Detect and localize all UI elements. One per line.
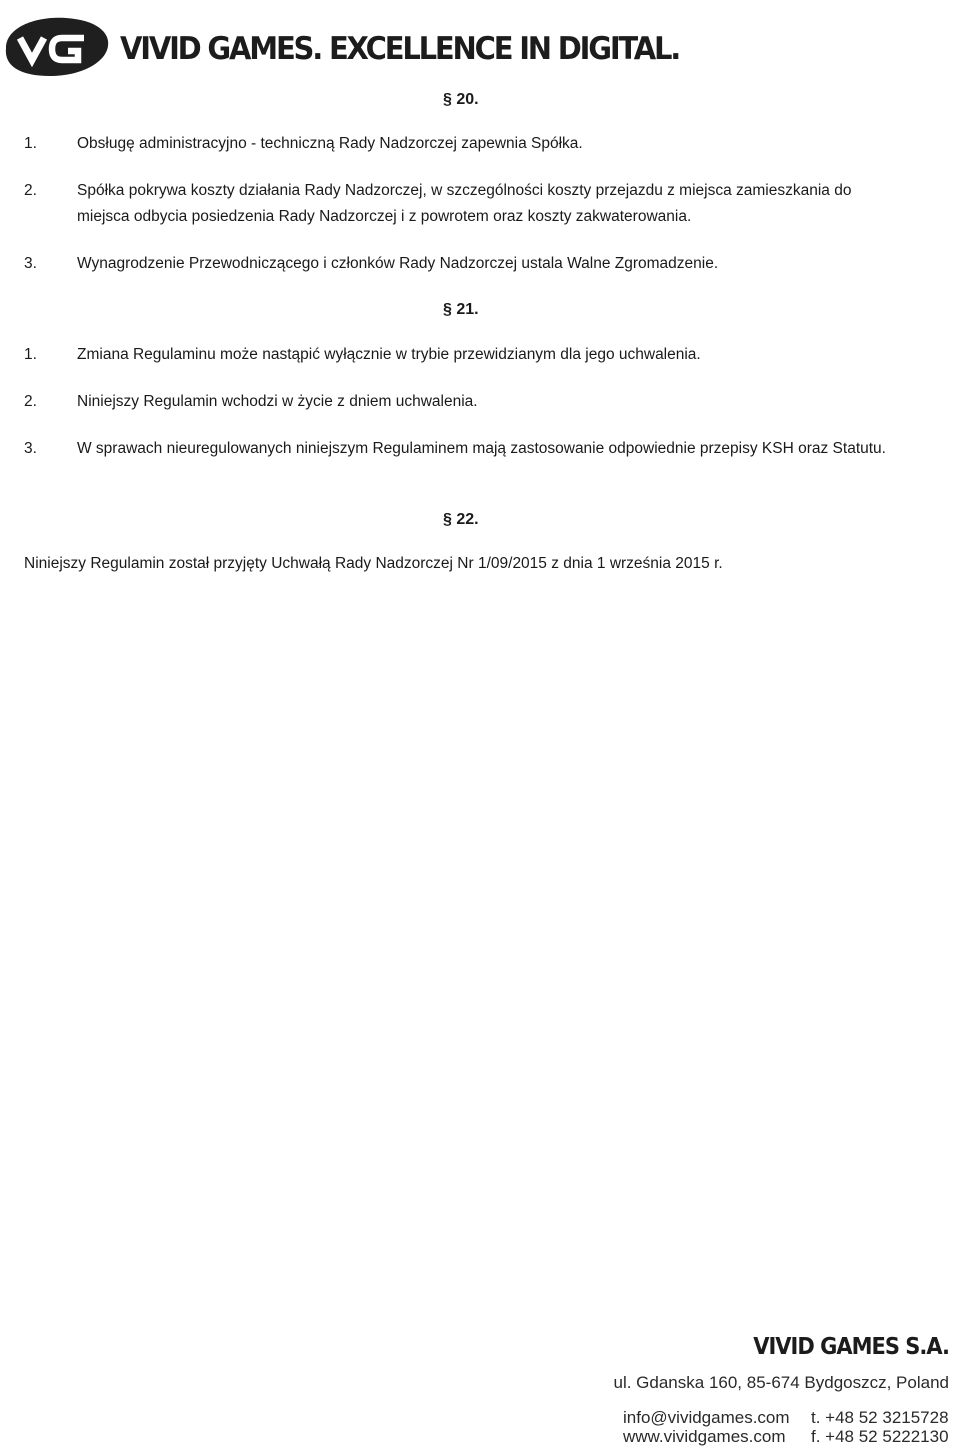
item-number: 3. — [24, 440, 37, 457]
item-number: 1. — [24, 346, 37, 363]
item-number: 3. — [24, 255, 37, 272]
item-text: Niniejszy Regulamin wchodzi w życie z dniem uchwalenia. — [77, 393, 478, 410]
footer-email[interactable]: info@vividgames.com — [623, 1408, 790, 1427]
footer-contact-row — [623, 1427, 949, 1446]
footer-website[interactable]: www.vividgames.com — [623, 1427, 786, 1446]
footer-address: ul. Gdanska 160, 85-674 Bydgoszcz, Poland — [613, 1373, 949, 1392]
closing-statement: Niniejszy Regulamin został przyjęty Uchwałą Rady Nadzorczej Nr 1/09/2015 z dnia 1 września 2015 r. — [24, 555, 723, 572]
item-text: Obsługę administracyjno - techniczną Rady Nadzorczej zapewnia Spółka. — [77, 135, 583, 152]
list-item — [24, 389, 896, 415]
item-number: 1. — [24, 135, 37, 152]
item-text: W sprawach nieuregulowanych niniejszym Regulaminem mają zastosowanie odpowiednie przepisy KSH oraz Statutu. — [77, 440, 886, 457]
list-item — [24, 178, 896, 230]
item-number: 2. — [24, 182, 37, 199]
vg-logo — [0, 10, 112, 82]
section-heading-20: § 20. — [443, 91, 479, 108]
list-item — [24, 251, 896, 277]
list-item — [24, 436, 896, 462]
item-text: Zmiana Regulaminu może nastąpić wyłącznie w trybie przewidzianym dla jego uchwalenia. — [77, 346, 701, 363]
letterhead-header — [0, 0, 960, 90]
item-text: Wynagrodzenie Przewodniczącego i członków Rady Nadzorczej ustala Walne Zgromadzenie. — [77, 255, 719, 272]
item-text: Spółka pokrywa koszty działania Rady Nadzorczej, w szczególności koszty przejazdu z miejsca zamieszkania do miejsca odbycia posiedzenia Rady Nadzorczej i z powrotem oraz koszty zakwaterowania. — [77, 182, 852, 225]
list-item — [24, 131, 896, 157]
footer-phone: t. +48 52 3215728 — [811, 1408, 949, 1427]
company-tagline: VIVID GAMES. EXCELLENCE IN DIGITAL. — [120, 30, 680, 67]
section-heading-21: § 21. — [443, 301, 479, 318]
footer-contact — [623, 1408, 949, 1446]
footer-fax: f. +48 52 5222130 — [811, 1427, 949, 1446]
footer-company-name: VIVID GAMES S.A. — [753, 1333, 949, 1360]
section-heading-22: § 22. — [443, 511, 479, 528]
list-item — [24, 342, 896, 368]
footer-contact-row — [623, 1408, 949, 1427]
item-number: 2. — [24, 393, 37, 410]
